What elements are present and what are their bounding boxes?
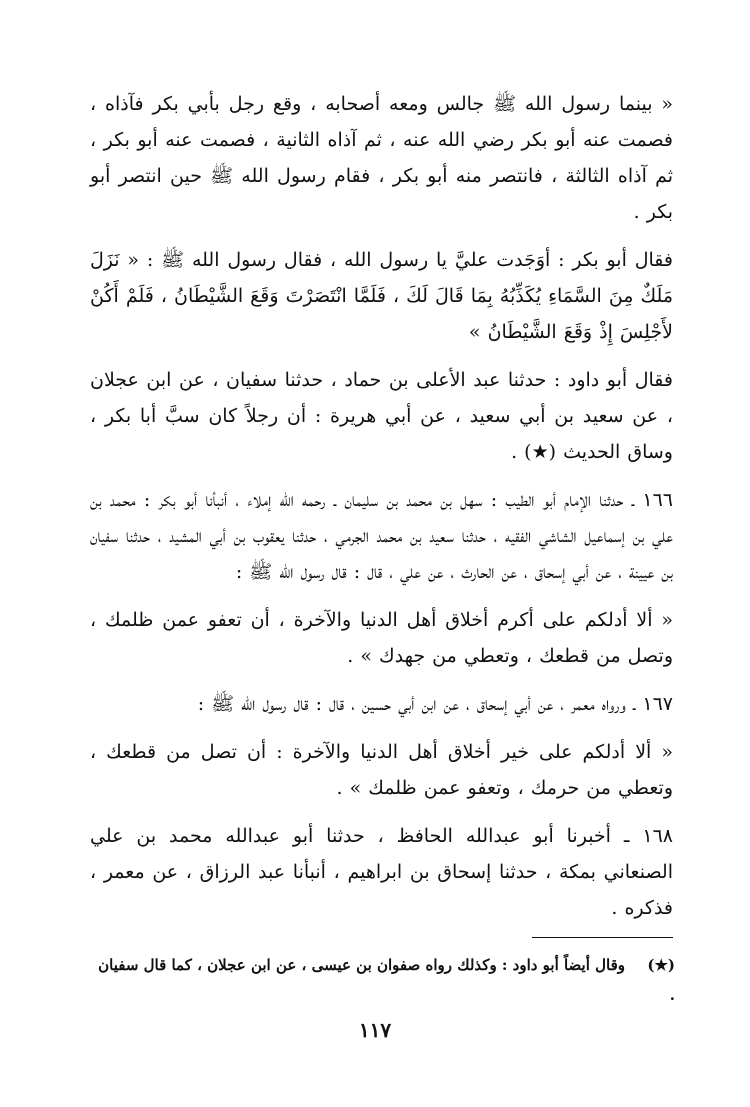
footnote-marker: (★) <box>647 956 675 974</box>
footnote <box>88 950 675 1010</box>
paragraph: ١٦٨ ـ أخبرنا أبو عبدالله الحافظ ، حدثنا أبو عبدالله محمد بن علي الصنعاني بمكة ، حدثنا إسحاق بن ابراهيم ، أنبأنا عبد الرزاق ، عن معمر ، فذكره . <box>90 825 673 919</box>
paragraph: ١٦٧ ـ ورواه معمر ، عن أبي إسحاق ، عن ابن أبي حسين ، قال : قال رسول الله ﷺ : <box>197 693 673 715</box>
paragraph: فقال أبو بكر : أوَجَدت عليَّ يا رسول الله ، فقال رسول الله ﷺ : « نَزَلَ مَلَكٌ مِنَ السَّمَاءِ يُكَذِّبُهُ بِمَا قَالَ لَكَ ، فَلَمَّا انْتَصَرْتَ وَقَعَ الشَّيْطَانُ ، فَلَمْ أَكُنْ لأَجْلِسَ إِذْ وَقَعَ الشَّيْطَانُ » <box>90 249 673 343</box>
footnote-divider <box>532 937 673 938</box>
footnote-text: وقال أيضاً أبو داود : وكذلك رواه صفوان بن عيسى ، عن ابن عجلان ، كما قال سفيان . <box>98 956 675 1004</box>
page-number: ١١٧ <box>358 1018 392 1042</box>
paragraph: « ألا أدلكم على خير أخلاق أهل الدنيا والآخرة : أن تصل من قطعك ، وتعطي من حرمك ، وتعفو عمن ظلمك » . <box>90 741 673 799</box>
paragraph: « بينما رسول الله ﷺ جالس ومعه أصحابه ، وقع رجل بأبي بكر فآذاه ، فصمت عنه أبو بكر رضي الله عنه ، ثم آذاه الثانية ، فصمت عنه أبو بكر ، ثم آذاه الثالثة ، فانتصر منه أبو بكر ، فقام رسول الله ﷺ حين انتصر أبو بكر . <box>90 93 674 223</box>
paragraph: ١٦٦ ـ حدثنا الإمام أبو الطيب : سهل بن محمد بن سليمان ـ رحمه الله إملاء ، أنبأنا أبو بكر : محمد بن علي بن إسماعيل الشاشي الفقيه ، حدثنا سعيد بن محمد الجرمي ، حدثنا يعقوب بن أبي المشيد ، حدثنا سفيان بن عيينة ، عن أبي إسحاق ، عن الحارث ، عن علي ، قال : قال رسول الله ﷺ : <box>90 489 673 583</box>
paragraph: فقال أبو داود : حدثنا عبد الأعلى بن حماد ، حدثنا سفيان ، عن ابن عجلان ، عن سعيد بن أبي سعيد ، عن أبي هريرة : أن رجلاً كان سبَّ أبا بكر ، وساق الحديث (★) . <box>90 369 673 463</box>
paragraph: « ألا أدلكم على أكرم أخلاق أهل الدنيا والآخرة ، أن تعفو عمن ظلمك ، وتصل من قطعك ، وتعطي من جهدك » . <box>90 609 673 667</box>
page-body <box>90 86 673 938</box>
